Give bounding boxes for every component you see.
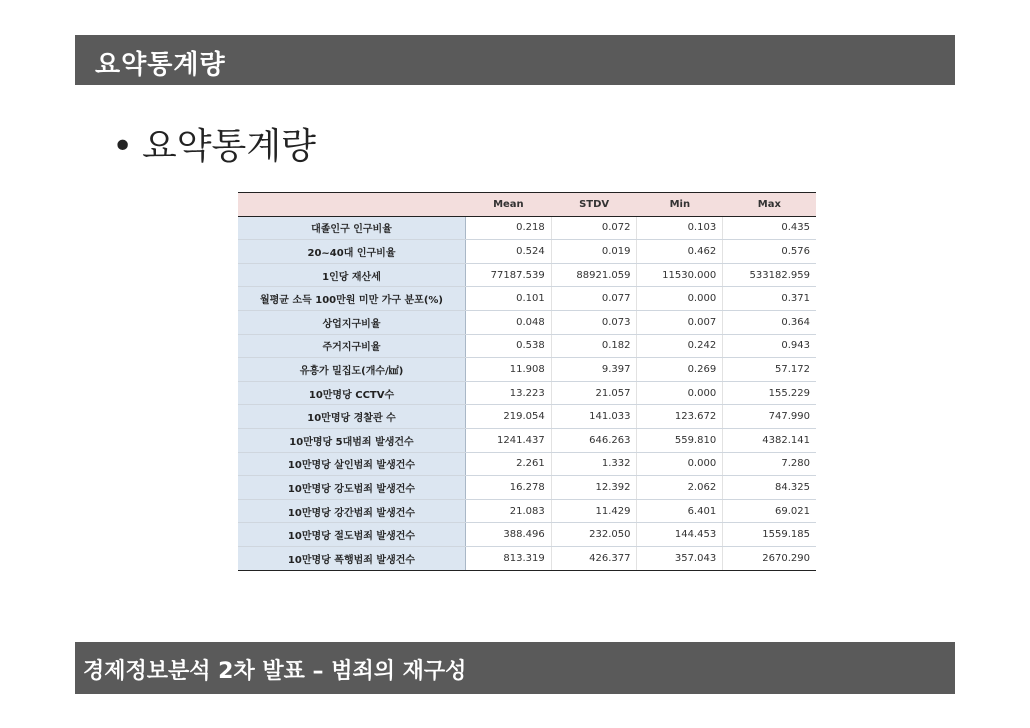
cell-min: 559.810 [637, 428, 723, 452]
cell-min: 0.242 [637, 334, 723, 358]
bullet-heading [112, 118, 316, 169]
bullet-text: 요약통계량 [142, 126, 316, 167]
table-row [238, 381, 816, 405]
table-row [238, 499, 816, 523]
row-label: 10만명당 5대범죄 발생건수 [238, 428, 466, 452]
cell-stdv: 0.072 [551, 216, 637, 240]
cell-max: 155.229 [723, 381, 816, 405]
table-row [238, 263, 816, 287]
cell-mean: 13.223 [466, 381, 552, 405]
cell-max: 533182.959 [723, 263, 816, 287]
table-row [238, 216, 816, 240]
table-row [238, 476, 816, 500]
cell-max: 0.943 [723, 334, 816, 358]
cell-mean: 2.261 [466, 452, 552, 476]
cell-min: 357.043 [637, 546, 723, 570]
cell-max: 747.990 [723, 405, 816, 429]
cell-max: 1559.185 [723, 523, 816, 547]
column-header-min: Min [637, 193, 723, 217]
cell-mean: 813.319 [466, 546, 552, 570]
table-row [238, 358, 816, 382]
table-row [238, 287, 816, 311]
cell-min: 0.000 [637, 287, 723, 311]
table-row [238, 452, 816, 476]
cell-mean: 16.278 [466, 476, 552, 500]
table-row [238, 240, 816, 264]
cell-mean: 21.083 [466, 499, 552, 523]
row-label: 1인당 재산세 [238, 263, 466, 287]
table-row [238, 546, 816, 570]
cell-stdv: 0.019 [551, 240, 637, 264]
cell-stdv: 12.392 [551, 476, 637, 500]
table-row [238, 310, 816, 334]
cell-min: 6.401 [637, 499, 723, 523]
row-label: 주거지구비율 [238, 334, 466, 358]
footer-bar [75, 642, 955, 694]
row-label: 10만명당 절도범죄 발생건수 [238, 523, 466, 547]
cell-stdv: 646.263 [551, 428, 637, 452]
cell-min: 0.007 [637, 310, 723, 334]
cell-min: 2.062 [637, 476, 723, 500]
cell-max: 69.021 [723, 499, 816, 523]
summary-statistics-table [238, 192, 816, 571]
cell-stdv: 1.332 [551, 452, 637, 476]
cell-mean: 219.054 [466, 405, 552, 429]
cell-max: 0.576 [723, 240, 816, 264]
table-header-row [238, 193, 816, 217]
cell-max: 0.435 [723, 216, 816, 240]
row-label: 유흥가 밀집도(개수/㎢) [238, 358, 466, 382]
row-label: 10만명당 경찰관 수 [238, 405, 466, 429]
row-label: 10만명당 폭행범죄 발생건수 [238, 546, 466, 570]
cell-mean: 0.101 [466, 287, 552, 311]
cell-max: 0.364 [723, 310, 816, 334]
cell-max: 4382.141 [723, 428, 816, 452]
cell-max: 0.371 [723, 287, 816, 311]
cell-stdv: 11.429 [551, 499, 637, 523]
cell-stdv: 9.397 [551, 358, 637, 382]
cell-min: 123.672 [637, 405, 723, 429]
footer-text: 경제정보분석 2차 발표 – 범죄의 재구성 [83, 659, 467, 684]
header-corner-cell [238, 193, 466, 217]
row-label: 10만명당 살인범죄 발생건수 [238, 452, 466, 476]
row-label: 10만명당 강간범죄 발생건수 [238, 499, 466, 523]
cell-stdv: 232.050 [551, 523, 637, 547]
cell-stdv: 0.077 [551, 287, 637, 311]
cell-max: 7.280 [723, 452, 816, 476]
table-row [238, 405, 816, 429]
column-header-mean: Mean [466, 193, 552, 217]
row-label: 월평균 소득 100만원 미만 가구 분포(%) [238, 287, 466, 311]
cell-min: 0.103 [637, 216, 723, 240]
column-header-max: Max [723, 193, 816, 217]
table-row [238, 428, 816, 452]
cell-mean: 388.496 [466, 523, 552, 547]
cell-mean: 11.908 [466, 358, 552, 382]
cell-stdv: 426.377 [551, 546, 637, 570]
row-label: 대졸인구 인구비율 [238, 216, 466, 240]
cell-stdv: 0.073 [551, 310, 637, 334]
row-label: 20~40대 인구비율 [238, 240, 466, 264]
cell-min: 0.000 [637, 381, 723, 405]
cell-min: 144.453 [637, 523, 723, 547]
cell-max: 57.172 [723, 358, 816, 382]
table-body [238, 216, 816, 570]
bullet-marker: • [112, 126, 134, 167]
cell-min: 0.269 [637, 358, 723, 382]
cell-mean: 0.538 [466, 334, 552, 358]
cell-mean: 0.218 [466, 216, 552, 240]
cell-stdv: 21.057 [551, 381, 637, 405]
cell-mean: 0.048 [466, 310, 552, 334]
cell-min: 0.000 [637, 452, 723, 476]
cell-stdv: 88921.059 [551, 263, 637, 287]
slide-title: 요약통계량 [95, 50, 226, 80]
cell-stdv: 0.182 [551, 334, 637, 358]
slide-title-bar [75, 35, 955, 85]
row-label: 10만명당 CCTV수 [238, 381, 466, 405]
cell-min: 11530.000 [637, 263, 723, 287]
column-header-stdv: STDV [551, 193, 637, 217]
table-row [238, 334, 816, 358]
cell-mean: 1241.437 [466, 428, 552, 452]
cell-mean: 0.524 [466, 240, 552, 264]
row-label: 상업지구비율 [238, 310, 466, 334]
table-row [238, 523, 816, 547]
cell-max: 2670.290 [723, 546, 816, 570]
row-label: 10만명당 강도범죄 발생건수 [238, 476, 466, 500]
cell-stdv: 141.033 [551, 405, 637, 429]
cell-max: 84.325 [723, 476, 816, 500]
cell-mean: 77187.539 [466, 263, 552, 287]
cell-min: 0.462 [637, 240, 723, 264]
